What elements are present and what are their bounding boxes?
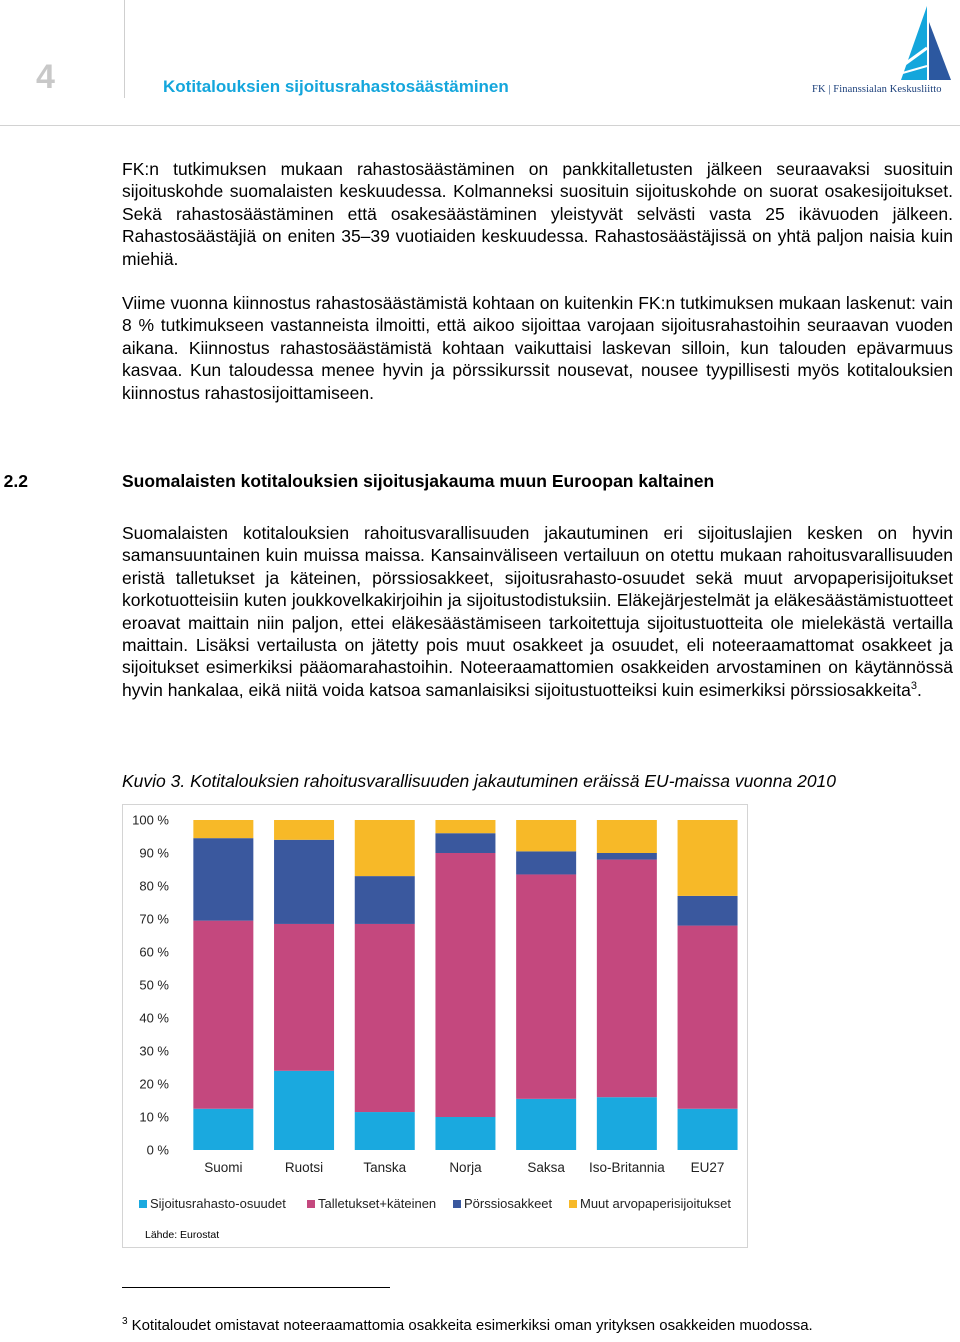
bar-segment bbox=[274, 1071, 334, 1150]
y-tick-label: 90 % bbox=[139, 845, 169, 861]
bar-segment bbox=[516, 820, 576, 851]
x-tick-label: Norja bbox=[449, 1160, 482, 1175]
bar-segment bbox=[435, 1117, 495, 1150]
bar-segment bbox=[435, 853, 495, 1117]
figure-caption: Kuvio 3. Kotitalouksien rahoitusvarallisuuden jakautuminen eräissä EU-maissa vuonna 2010 bbox=[122, 771, 837, 791]
bar-segment bbox=[355, 820, 415, 876]
bar-segment bbox=[193, 838, 253, 921]
paragraph-3-end: . bbox=[916, 679, 922, 700]
bar-segment bbox=[435, 833, 495, 853]
logo-text: FK | Finanssialan Keskusliitto bbox=[812, 84, 942, 95]
bar-segment bbox=[193, 1109, 253, 1150]
bar-segment bbox=[678, 896, 738, 926]
x-tick-label: Iso-Britannia bbox=[588, 1160, 665, 1175]
legend-swatch bbox=[139, 1200, 147, 1208]
legend-label: Sijoitusrahasto-osuudet bbox=[150, 1196, 286, 1211]
bar-segment bbox=[355, 924, 415, 1112]
bar-segment bbox=[678, 1109, 738, 1150]
footnote-ref[interactable]: 3 bbox=[910, 680, 917, 693]
bar-segment bbox=[516, 874, 576, 1098]
bar-segment bbox=[516, 851, 576, 874]
bar-segment bbox=[597, 1097, 657, 1150]
y-tick-label: 20 % bbox=[139, 1076, 169, 1092]
paragraph-3 bbox=[122, 522, 953, 701]
x-tick-label: Tanska bbox=[363, 1160, 407, 1175]
chart-source: Lähde: Eurostat bbox=[145, 1229, 220, 1241]
legend-label: Muut arvopaperisijoitukset bbox=[580, 1196, 732, 1211]
bar-segment bbox=[435, 820, 495, 833]
y-tick-label: 70 % bbox=[139, 911, 169, 927]
paragraph-1: FK:n tutkimuksen mukaan rahastosäästäminen on pankkitalletusten jälkeen seuraavaksi suosituin sijoituskohde suomalaisten keskuudessa. Kolmanneksi suosituin sijoituskohde on suorat osakesijoitukset. Sekä rahastosäästäminen että osakesäästäminen yleistyvät selvästi vasta 25 ikävuoden jälkeen. Rahastosäästäjiä on eniten 35–39 vuotiaiden keskuudessa. Rahastosäästäjissä on yhtä paljon naisia kuin miehiä. bbox=[122, 159, 953, 269]
footnote-divider bbox=[122, 1287, 390, 1288]
bar-segment bbox=[274, 820, 334, 840]
legend-label: Talletukset+käteinen bbox=[318, 1196, 437, 1211]
bar-segment bbox=[597, 860, 657, 1098]
x-tick-label: Suomi bbox=[204, 1160, 243, 1175]
y-tick-label: 50 % bbox=[139, 977, 169, 993]
bar-segment bbox=[274, 840, 334, 924]
x-tick-label: Ruotsi bbox=[284, 1160, 324, 1175]
bar-segment bbox=[355, 876, 415, 924]
legend-swatch bbox=[569, 1200, 577, 1208]
section-heading: Suomalaisten kotitalouksien sijoitusjakauma muun Euroopan kaltainen bbox=[122, 471, 715, 491]
section-number: 2.2 bbox=[3, 471, 28, 491]
footnote-text: Kotitaloudet omistavat noteeraamattomia osakkeita esimerkiksi oman yrityksen osakkeiden muodossa. bbox=[131, 1317, 813, 1334]
chart-svg bbox=[123, 805, 747, 1247]
header-horizontal-divider bbox=[0, 125, 960, 126]
bar-segment bbox=[193, 921, 253, 1109]
bar-segment bbox=[597, 853, 657, 860]
paragraph-3-text: Suomalaisten kotitalouksien rahoitusvarallisuuden jakautuminen eri sijoituslajien kesken on hyvin samansuuntainen kuin muissa maissa. Kansainväliseen vertailuun on otettu mukaan rahoitusvarallisuuden eristä talletukset ja käteinen, pörssiosakkeet, sijoitusrahasto-osuudet sekä muut arvopaperisijoitukset korkotuotteisiin kuten joukkovelkakirjoihin ja sijoitustodistuksiin. Eläkejärjestelmät ja eläkesäästämistuotteet eroavat maittain niin paljon, ettei eläkesäästämiseen tarkoitettuja sijoitustuotteita ole mielekästä vertailla maittain. Lisäksi vertailusta on jätetty pois muut osakkeet ja osuudet, eli noteeraamattomat osakkeet ja sijoitukset esimerkiksi pääomarahastoihin. Noteeraamattomien osakkeiden arvostaminen on käytännössä hyvin hankalaa, eikä niitä voida katsoa samanlaisiksi sijoitustuotteiksi kuin esimerkiksi pörssiosakkeita bbox=[122, 523, 953, 700]
stacked-bar-chart bbox=[122, 804, 748, 1248]
fk-logo bbox=[812, 4, 956, 100]
page-number: 4 bbox=[36, 58, 55, 96]
bar-segment bbox=[678, 820, 738, 896]
bar-segment bbox=[193, 820, 253, 838]
legend-swatch bbox=[453, 1200, 461, 1208]
bar-segment bbox=[274, 924, 334, 1071]
y-tick-label: 60 % bbox=[139, 944, 169, 960]
paragraph-2: Viime vuonna kiinnostus rahastosäästämistä kohtaan on kuitenkin FK:n tutkimuksen mukaan laskenut: vain 8 % tutkimukseen vastanneista ilmoitti, että aikoo sijoittaa varojaan sijoitusrahastoihin seuraavan vuoden aikana. Kiinnostus rahastosäästämistä kohtaan vaikuttaisi laskevan silloin, kun talouden epävarmuus kasvaa. Kun taloudessa menee hyvin ja pörssikurssit nousevat, nousee tyypillisesti myös kotitalouksien kiinnostus rahastosijoittamiseen. bbox=[122, 293, 953, 403]
x-tick-label: Saksa bbox=[527, 1160, 565, 1175]
y-tick-label: 100 % bbox=[132, 812, 169, 828]
x-tick-label: EU27 bbox=[690, 1160, 725, 1175]
y-tick-label: 80 % bbox=[139, 878, 169, 894]
running-header-title: Kotitalouksien sijoitusrahastosäästäminen bbox=[163, 77, 509, 96]
footnote-number: 3 bbox=[122, 1316, 128, 1327]
y-tick-label: 0 % bbox=[146, 1142, 169, 1158]
legend-swatch bbox=[307, 1200, 315, 1208]
header-vertical-divider bbox=[124, 0, 125, 98]
y-tick-label: 30 % bbox=[139, 1043, 169, 1059]
footnote bbox=[122, 1317, 813, 1334]
y-tick-label: 10 % bbox=[139, 1109, 169, 1125]
legend-label: Pörssiosakkeet bbox=[464, 1196, 553, 1211]
bar-segment bbox=[355, 1112, 415, 1150]
y-tick-label: 40 % bbox=[139, 1010, 169, 1026]
bar-segment bbox=[597, 820, 657, 853]
triangle-logo-icon bbox=[895, 4, 953, 82]
bar-segment bbox=[516, 1099, 576, 1150]
bar-segment bbox=[678, 926, 738, 1109]
